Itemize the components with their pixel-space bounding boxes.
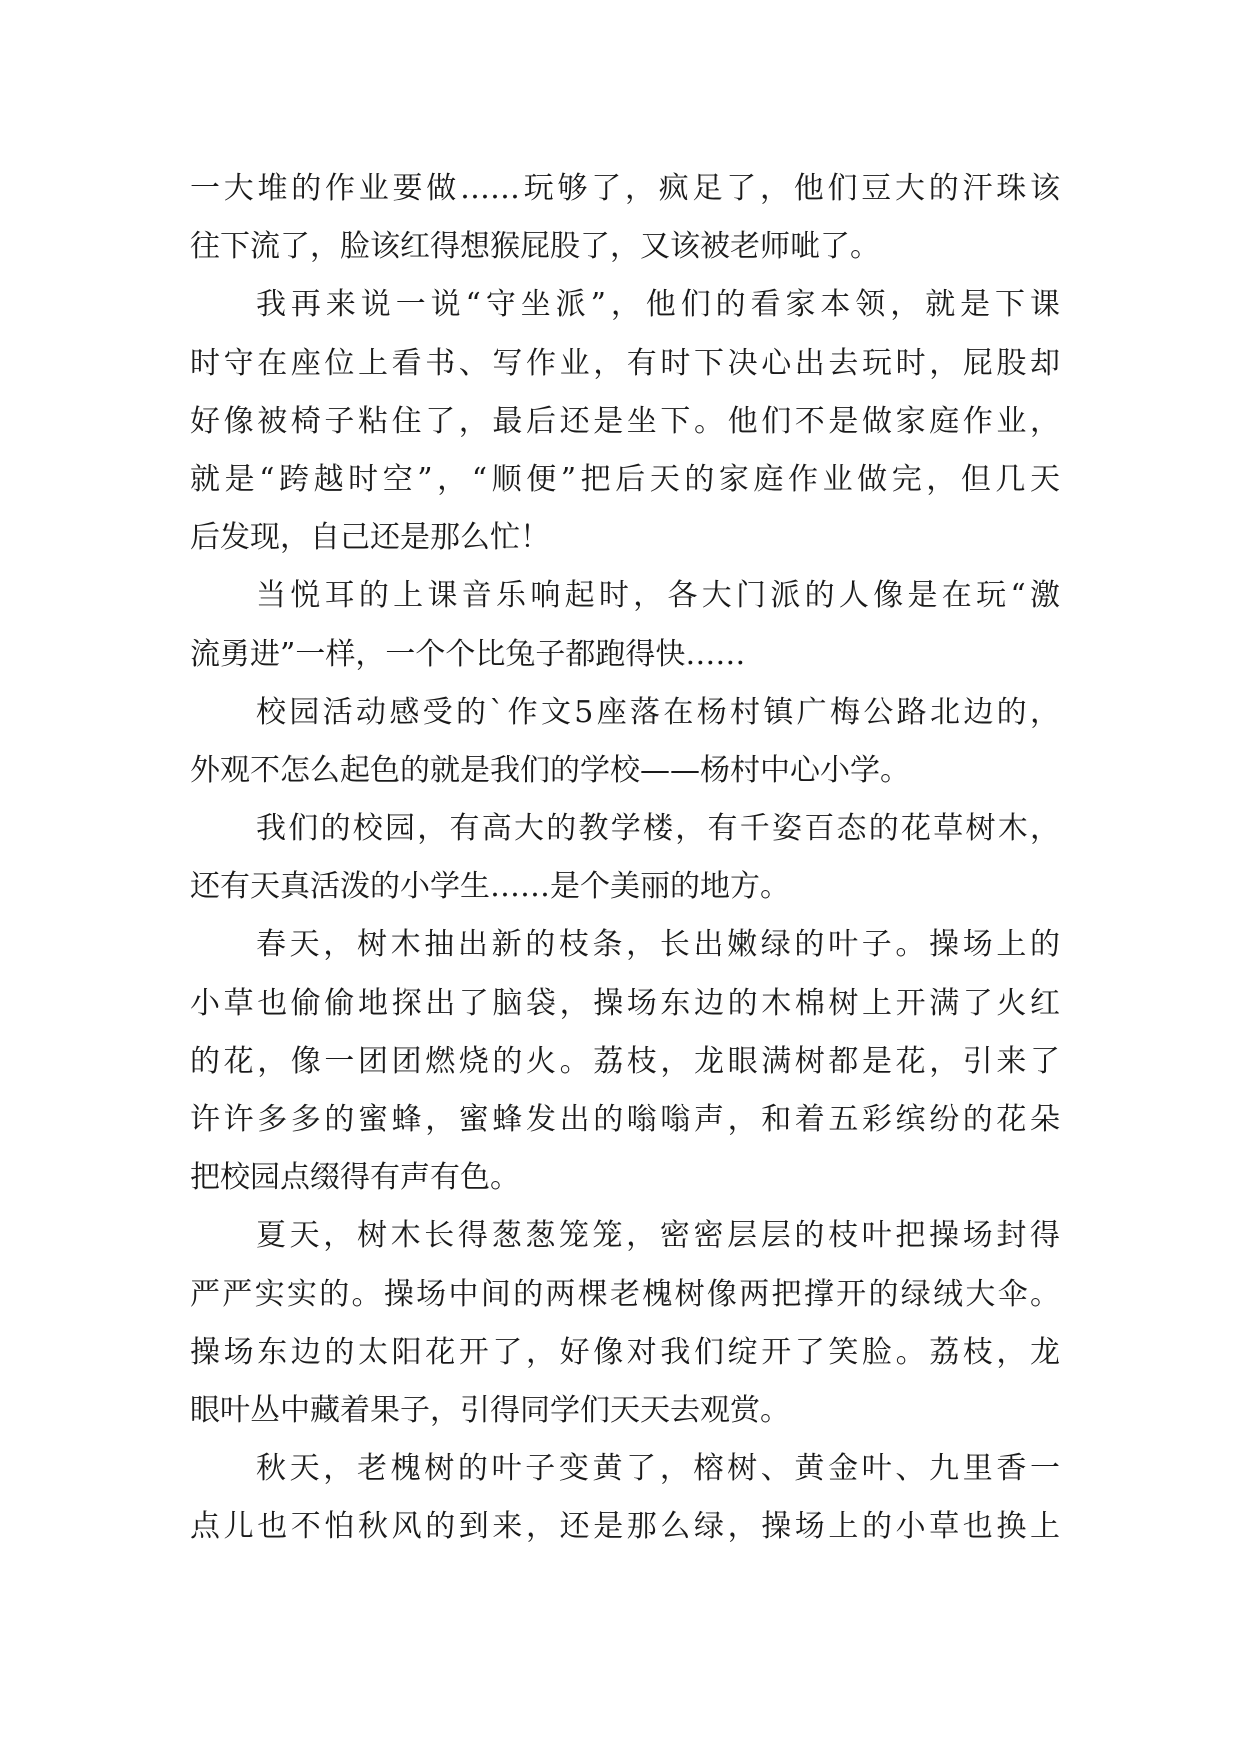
text-line: 严严实实的。操场中间的两棵老槐树像两把撑开的绿绒大伞。 [190, 1276, 1060, 1312]
text-line: 好像被椅子粘住了，最后还是坐下。他们不是做家庭作业， [190, 403, 1060, 439]
text-line: 一大堆的作业要做……玩够了，疯足了，他们豆大的汗珠该 [190, 171, 1060, 206]
paragraph-start-line: 当悦耳的上课音乐响起时，各大门派的人像是在玩“激 [256, 578, 1060, 614]
text-line: 时守在座位上看书、写作业，有时下决心出去玩时，屁股却 [190, 345, 1060, 381]
text-line: 眼叶丛中藏着果子，引得同学们天天去观赏。 [190, 1392, 790, 1428]
text-line: 流勇进”一样，一个个比兔子都跑得快…… [190, 636, 746, 672]
text-line: 点儿也不怕秋风的到来，还是那么绿，操场上的小草也换上 [190, 1509, 1060, 1545]
text-line: 的花，像一团团燃烧的火。荔枝，龙眼满树都是花，引来了 [190, 1043, 1060, 1079]
paragraph-start-line: 我再来说一说“守坐派”，他们的看家本领，就是下课 [256, 287, 1060, 323]
text-line: 操场东边的太阳花开了，好像对我们绽开了笑脸。荔枝，龙 [190, 1334, 1060, 1370]
document-body [190, 160, 1060, 1557]
text-line: 后发现，自己还是那么忙！ [190, 520, 550, 556]
paragraph-start-line: 我们的校园，有高大的教学楼，有千姿百态的花草树木， [256, 811, 1060, 847]
paragraph-start-line: 春天，树木抽出新的枝条，长出嫩绿的叶子。操场上的 [256, 927, 1060, 963]
paragraph-start-line: 秋天，老槐树的叶子变黄了，榕树、黄金叶、九里香一 [256, 1451, 1060, 1487]
text-line: 往下流了，脸该红得想猴屁股了，又该被老师呲了。 [190, 229, 880, 265]
text-line: 把校园点缀得有声有色。 [190, 1160, 520, 1196]
text-line: 外观不怎么起色的就是我们的学校——杨村中心小学。 [190, 752, 910, 788]
text-line: 许许多多的蜜蜂，蜜蜂发出的嗡嗡声，和着五彩缤纷的花朵 [190, 1102, 1060, 1137]
paragraph-start-line: 校园活动感受的`作文5座落在杨村镇广梅公路北边的， [256, 694, 1060, 730]
text-line: 还有天真活泼的小学生……是个美丽的地方。 [190, 869, 790, 905]
text-line: 小草也偷偷地探出了脑袋，操场东边的木棉树上开满了火红 [190, 985, 1060, 1021]
text-line: 就是“跨越时空”，“顺便”把后天的家庭作业做完，但几天 [190, 461, 1060, 497]
paragraph-start-line: 夏天，树木长得葱葱笼笼，密密层层的枝叶把操场封得 [256, 1218, 1060, 1254]
